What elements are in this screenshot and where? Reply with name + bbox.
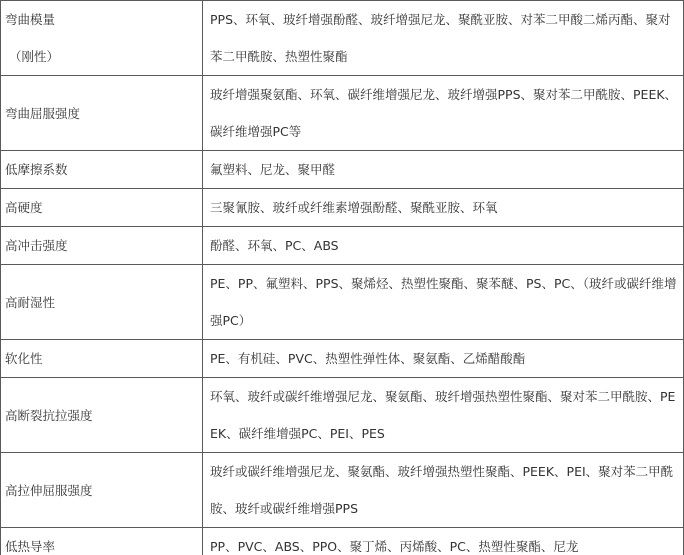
property-cell: 高耐湿性	[1, 265, 203, 340]
materials-cell: 酚醛、环氧、PC、ABS	[203, 227, 684, 265]
table-row	[1, 1, 684, 76]
property-cell: 弯曲屈服强度	[1, 76, 203, 151]
materials-cell: 玻纤或碳纤维增强尼龙、聚氨酯、玻纤增强热塑性聚酯、PEEK、PEI、聚对苯二甲酰胺、玻纤或碳纤维增强PPS	[203, 453, 684, 528]
property-cell: 软化性	[1, 340, 203, 378]
property-label: 弯曲模量	[5, 12, 56, 27]
property-cell: 高拉伸屈服强度	[1, 453, 203, 528]
materials-cell: 玻纤增强聚氨酯、环氧、碳纤维增强尼龙、玻纤增强PPS、聚对苯二甲酰胺、PEEK、碳纤维增强PC等	[203, 76, 684, 151]
materials-cell: PE、PP、氟塑料、PPS、聚烯烃、热塑性聚酯、聚苯醚、PS、PC、（玻纤或碳纤维增强PC）	[203, 265, 684, 340]
materials-cell: 氟塑料、尼龙、聚甲醛	[203, 151, 684, 189]
table-row	[1, 340, 684, 378]
table-row	[1, 227, 684, 265]
property-cell: 高断裂抗拉强度	[1, 378, 203, 453]
property-cell: 低热导率	[1, 528, 203, 555]
property-cell: 低摩擦系数	[1, 151, 203, 189]
materials-cell: PE、有机硅、PVC、热塑性弹性体、聚氨酯、乙烯醋酸酯	[203, 340, 684, 378]
materials-cell: PPS、环氧、玻纤增强酚醛、玻纤增强尼龙、聚酰亚胺、对苯二甲酸二烯丙酯、聚对苯二甲酰胺、热塑性聚酯	[203, 1, 684, 76]
table-row	[1, 76, 684, 151]
table-row	[1, 378, 684, 453]
table-row	[1, 151, 684, 189]
table-row	[1, 189, 684, 227]
property-cell	[1, 1, 203, 76]
table-row	[1, 528, 684, 555]
table-row	[1, 265, 684, 340]
materials-cell: PP、PVC、ABS、PPO、聚丁烯、丙烯酸、PC、热塑性聚酯、尼龙	[203, 528, 684, 555]
materials-cell: 环氧、玻纤或碳纤维增强尼龙、聚氨酯、玻纤增强热塑性聚酯、聚对苯二甲酰胺、PEEK、碳纤维增强PC、PEI、PES	[203, 378, 684, 453]
property-cell: 高冲击强度	[1, 227, 203, 265]
property-cell: 高硬度	[1, 189, 203, 227]
table-row	[1, 453, 684, 528]
property-sublabel: （刚性）	[9, 49, 60, 64]
materials-cell: 三聚氰胺、玻纤或纤维素增强酚醛、聚酰亚胺、环氧	[203, 189, 684, 227]
